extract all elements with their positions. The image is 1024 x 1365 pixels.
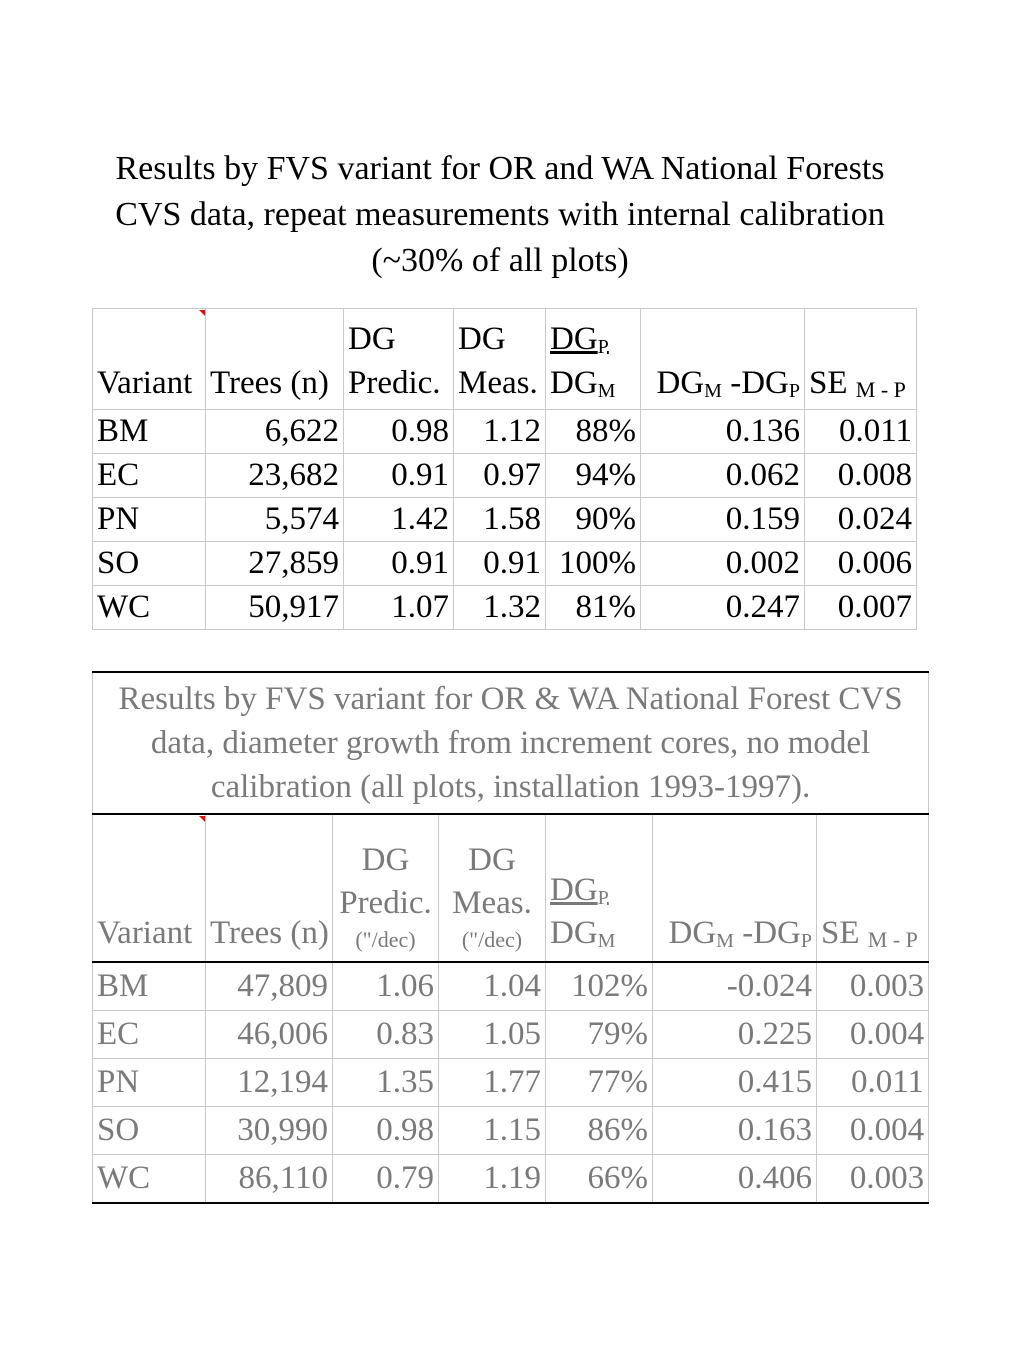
table-row [93, 1059, 929, 1107]
table-row [93, 1107, 929, 1155]
header-dg-predicted: DG Predic. [344, 309, 454, 410]
cell-dg-measured: 0.97 [454, 454, 546, 498]
cell-difference: 0.225 [653, 1011, 817, 1059]
cell-difference: -0.024 [653, 962, 817, 1011]
cell-standard-error: 0.011 [805, 410, 917, 454]
cell-difference: 0.406 [653, 1155, 817, 1204]
table-row [93, 542, 917, 586]
table-caption: Results by FVS variant for OR & WA National Forest CVS data, diameter growth from increment cores, no model calibration (all plots, installation 1993-1997). [93, 672, 929, 814]
table-row [93, 498, 917, 542]
header-standard-error: SE $_{M - P}$ [805, 309, 917, 410]
cell-ratio: 66% [546, 1155, 653, 1204]
cell-ratio: 94% [546, 454, 641, 498]
cell-trees: 12,194 [206, 1059, 333, 1107]
cell-trees: 6,622 [206, 410, 344, 454]
cell-dg-measured: 0.91 [454, 542, 546, 586]
table-row [93, 410, 917, 454]
cell-variant: EC [93, 1011, 206, 1059]
cell-trees: 50,917 [206, 586, 344, 630]
cell-standard-error: 0.003 [817, 962, 929, 1011]
cell-variant: EC [93, 454, 206, 498]
cell-standard-error: 0.007 [805, 586, 917, 630]
cell-dg-measured: 1.04 [439, 962, 546, 1011]
cell-trees: 23,682 [206, 454, 344, 498]
cell-difference: 0.062 [641, 454, 805, 498]
cell-dg-predicted: 0.83 [333, 1011, 439, 1059]
cell-ratio: 86% [546, 1107, 653, 1155]
cell-dg-predicted: 1.35 [333, 1059, 439, 1107]
cell-dg-predicted: 1.06 [333, 962, 439, 1011]
header-variant: Variant [93, 309, 206, 410]
header-difference: $DG_M$ $-DG_P$ [641, 309, 805, 410]
cell-variant: WC [93, 1155, 206, 1204]
cell-variant: BM [93, 962, 206, 1011]
uncalibrated-results-table [92, 671, 929, 1204]
cell-dg-measured: 1.77 [439, 1059, 546, 1107]
table-row [93, 454, 917, 498]
cell-dg-predicted: 0.79 [333, 1155, 439, 1204]
cell-trees: 30,990 [206, 1107, 333, 1155]
cell-dg-measured: 1.12 [454, 410, 546, 454]
cell-dg-predicted: 1.07 [344, 586, 454, 630]
cell-standard-error: 0.004 [817, 1011, 929, 1059]
cell-variant: SO [93, 542, 206, 586]
table-caption-row [93, 672, 929, 814]
cell-trees: 47,809 [206, 962, 333, 1011]
header-ratio: $DG_P$ $DG_M$ [546, 814, 653, 962]
table-header-row [93, 309, 917, 410]
cell-dg-predicted: 0.91 [344, 454, 454, 498]
page-title: Results by FVS variant for OR and WA National Forests CVS data, repeat measurements with internal calibration (~30% of all plots) [115, 150, 885, 279]
cell-difference: 0.415 [653, 1059, 817, 1107]
header-variant: Variant [93, 814, 206, 962]
cell-variant: WC [93, 586, 206, 630]
header-dg-predicted: DG Predic. ("/dec) [333, 814, 439, 962]
cell-ratio: 102% [546, 962, 653, 1011]
cell-difference: 0.002 [641, 542, 805, 586]
cell-trees: 5,574 [206, 498, 344, 542]
table-header-row [93, 814, 929, 962]
cell-dg-measured: 1.05 [439, 1011, 546, 1059]
header-ratio: $DG_P$ $DG_M$ [546, 309, 641, 410]
cell-standard-error: 0.024 [805, 498, 917, 542]
header-standard-error: SE $_{M - P}$ [817, 814, 929, 962]
table-row [93, 1155, 929, 1204]
cell-variant: SO [93, 1107, 206, 1155]
cell-trees: 86,110 [206, 1155, 333, 1204]
cell-ratio: 77% [546, 1059, 653, 1107]
cell-difference: 0.247 [641, 586, 805, 630]
table-row [93, 1011, 929, 1059]
cell-dg-measured: 1.58 [454, 498, 546, 542]
cell-variant: PN [93, 1059, 206, 1107]
cell-difference: 0.136 [641, 410, 805, 454]
cell-dg-measured: 1.19 [439, 1155, 546, 1204]
header-dg-measured: DG Meas. ("/dec) [439, 814, 546, 962]
table-row [93, 586, 917, 630]
comment-marker-icon [199, 816, 205, 822]
header-dg-measured: DG Meas. [454, 309, 546, 410]
calibrated-results-table [92, 308, 917, 630]
cell-trees: 27,859 [206, 542, 344, 586]
cell-dg-measured: 1.15 [439, 1107, 546, 1155]
table-row [93, 962, 929, 1011]
cell-ratio: 81% [546, 586, 641, 630]
header-trees: Trees (n) [206, 814, 333, 962]
cell-difference: 0.159 [641, 498, 805, 542]
cell-trees: 46,006 [206, 1011, 333, 1059]
cell-standard-error: 0.004 [817, 1107, 929, 1155]
cell-dg-predicted: 0.91 [344, 542, 454, 586]
cell-standard-error: 0.003 [817, 1155, 929, 1204]
cell-ratio: 79% [546, 1011, 653, 1059]
cell-ratio: 88% [546, 410, 641, 454]
cell-dg-predicted: 1.42 [344, 498, 454, 542]
cell-variant: PN [93, 498, 206, 542]
cell-variant: BM [93, 410, 206, 454]
cell-standard-error: 0.011 [817, 1059, 929, 1107]
cell-standard-error: 0.006 [805, 542, 917, 586]
cell-standard-error: 0.008 [805, 454, 917, 498]
header-difference: $DG_M$ $-DG_P$ [653, 814, 817, 962]
cell-dg-predicted: 0.98 [344, 410, 454, 454]
comment-marker-icon [199, 310, 205, 316]
cell-dg-predicted: 0.98 [333, 1107, 439, 1155]
cell-difference: 0.163 [653, 1107, 817, 1155]
cell-dg-measured: 1.32 [454, 586, 546, 630]
cell-ratio: 90% [546, 498, 641, 542]
cell-ratio: 100% [546, 542, 641, 586]
header-trees: Trees (n) [206, 309, 344, 410]
